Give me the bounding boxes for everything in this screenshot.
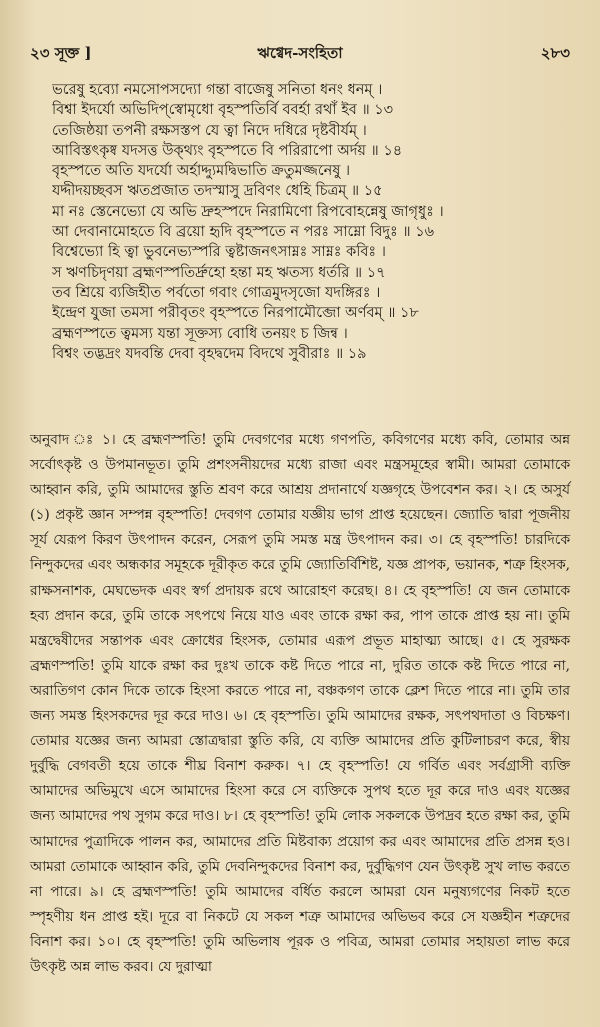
verse-line: বৃহস্পতে অতি যদর্যো অর্হাদ্দ্যুমদ্বিভাতি ক্রতুমজ্জনেষু । — [52, 163, 351, 180]
verse-line: মা নঃ স্তেনেভ্যো যে অভি দ্রুহস্পদে নিরামিণো রিপবোহন্নেষু জাগৃধুঃ । — [52, 203, 444, 220]
verse-block — [52, 80, 580, 364]
verse-line: যদ্দীদয়চ্ছবস ঋতপ্রজাত তদস্মাসু দ্রবিণং ধেহি চিত্রম্‌ ॥ ১৫ — [52, 183, 383, 200]
page-header — [30, 42, 570, 72]
verse-line: আ দেবানামোহতে বি ব্রয়ো হৃদি বৃহস্পতে ন পরঃ সাম্নো বিদুঃ ॥ ১৬ — [52, 224, 435, 241]
running-title: ঋগ্বেদ-সংহিতা — [257, 44, 343, 62]
verse-line: আবিস্তৎকৃষ্ব যদসত্ত উক্‌থ্যং বৃহস্পতে বি পরিরাপো অর্দয় ॥ ১৪ — [52, 142, 403, 159]
verse-line: ভরেষু হব্যো নমসোপসদ্যো গন্তা বাজেষু সনিতা ধনং ধনম্‌ । — [52, 82, 383, 98]
verse-line: তেজিষ্ঠয়া তপনী রক্ষসস্তপ যে ত্বা নিদে দধিরে দৃষ্টবীর্যম্‌ । — [52, 122, 367, 139]
verse-line: স ঋণচিদৃণয়া ব্রহ্মণস্পতির্দ্রুহো হন্তা মহ ঋতস্য ধর্তরি ॥ ১৭ — [52, 264, 386, 281]
translation-paragraph: অনুবাদ ঃ ১। হে ব্রহ্মণস্পতি! তুমি দেবগণের মধ্যে গণপতি, কবিগণের মধ্যে কবি, তোমার অন্ন সর্বোৎকৃষ্ট ও উপমানভূত। তুমি প্রশংসনীয়দের মধ্যে রাজা এবং মন্ত্রসমূহের স্বামী। আমরা তোমাকে আহ্বান করি, তুমি আমাদের স্তুতি শ্রবণ করে আশ্রয় প্রদানার্থে যজ্ঞগৃহে উপবেশন কর। ২। হে অসুর্য (১) প্রকৃষ্ট জ্ঞান সম্পন্ন বৃহস্পতি! দেবগণ তোমার যজ্ঞীয় ভাগ প্রাপ্ত হয়েছেন। জ্যোতি দ্বারা পূজনীয় সূর্য যেরূপ কিরণ উৎপাদন করেন, সেরূপ তুমি সমস্ত মন্ত্র উৎপাদন কর। ৩। হে বৃহস্পতি! চারদিকে নিন্দুকদের এবং অন্ধকার সমূহকে দূরীকৃত করে তুমি জ্যোতির্বিশিষ্ট, যজ্ঞ প্রাপক, ভয়ানক, শত্রু হিংসক, রাক্ষসনাশক, মেঘভেদক এবং স্বর্গ প্রদায়ক রথে আরোহণ করেছ। ৪। হে বৃহস্পতি! যে জন তোমাকে হব্য প্রদান করে, তুমি তাকে সৎপথে নিয়ে যাও এবং তাকে রক্ষা কর, পাপ তাকে প্রাপ্ত হয় না। তুমি মন্ত্রদ্বেষীদের সন্তাপক এবং ক্রোধের হিংসক, তোমার এরূপ প্রভূত মাহাত্ম্য আছে। ৫। হে সুরক্ষক ব্রহ্মণস্পতি! তুমি যাকে রক্ষা কর দুঃখ তাকে কষ্ট দিতে পারে না, দুরিত তাকে কষ্ট দিতে পারে না, অরাতিগণ কোন দিকে তাকে হিংসা করতে পারে না, বঞ্চকগণ তাকে ক্লেশ দিতে পারে না। তুমি তার জন্য সমস্ত হিংসকদের দূর করে দাও। ৬। হে বৃহস্পতি। তুমি আমাদের রক্ষক, সৎপথদাতা ও বিচক্ষণ। তোমার যজ্ঞের জন্য আমরা স্তোত্রদ্বারা স্তুতি করি, যে ব্যক্তি আমাদের প্রতি কুটিলাচরণ করে, স্বীয় দুর্বুদ্ধি বেগবতী হয়ে তাকে শীঘ্র বিনাশ করুক। ৭। হে বৃহস্পতি! যে গর্বিত এবং সর্বগ্রাসী ব্যক্তি আমাদের অভিমুখে এসে আমাদের হিংসা করে সে ব্যক্তিকে সুপথ হতে দূর করে দাও এবং যজ্ঞের জন্য আমাদের পথ সুগম করে দাও। ৮। হে বৃহস্পতি! তুমি লোক সকলকে উপদ্রব হতে রক্ষা কর, তুমি আমাদের পুত্রাদিকে পালন কর, আমাদের প্রতি মিষ্টবাক্য প্রয়োগ কর এবং আমাদের প্রতি প্রসন্ন হও। আমরা তোমাকে আহ্বান করি, তুমি দেবনিন্দুকদের বিনাশ কর, দুর্বুদ্ধিগণ যেন উৎকৃষ্ট সুখ লাভ করতে না পারে। ৯। হে ব্রহ্মণস্পতি! তুমি আমাদের বর্ধিত করলে আমরা যেন মনুষ্যগণের নিকট হতে স্পৃহণীয় ধন প্রাপ্ত হই। দূরে বা নিকটে যে সকল শত্রু আমাদের অভিভব করে সে যজ্ঞহীন শত্রুদের বিনাশ কর। ১০। হে বৃহস্পতি! তুমি অভিলাষ পূরক ও পবিত্র, আমরা তোমার সহায়তা লাভ করে উৎকৃষ্ট অন্ন লাভ করব। যে দুরাত্মা — [30, 432, 570, 975]
section-label: ২৩ সূক্ত ] — [30, 44, 92, 62]
verse-line: ইন্দ্রেণ যুজা তমসা পরীবৃতং বৃহস্পতে নিরপামৌব্জো অর্ণবম্‌ ॥ ১৮ — [52, 305, 419, 322]
verse-line: বিশ্বেভ্যো হি ত্বা ভুবনেভ্যস্পরি ত্বষ্টাজনৎসাম্নঃ সাম্নঃ কবিঃ । — [52, 244, 386, 261]
page-number: ২৮৩ — [540, 44, 570, 62]
verse-line: ব্রহ্মণস্পতে ত্বমস্য যন্তা সূক্তস্য বোধি তনয়ং চ জিন্ব । — [52, 325, 348, 342]
verse-line: বিশ্বং তদ্ভদ্রং যদবন্তি দেবা বৃহদ্বদেম বিদথে সুবীরাঃ ॥ ১৯ — [52, 345, 367, 362]
verse-line: বিশ্বা ইদর্যো অভিদিপ্‌স্বোমৃধো বৃহস্পতির্বি ববর্হা রথাঁ ইব ॥ ১৩ — [52, 102, 394, 119]
verse-line: তব শ্রিয়ে ব্যজিহীত পর্বতো গবাং গোত্রমুদসৃজো যদঙ্গিরঃ । — [52, 284, 381, 301]
